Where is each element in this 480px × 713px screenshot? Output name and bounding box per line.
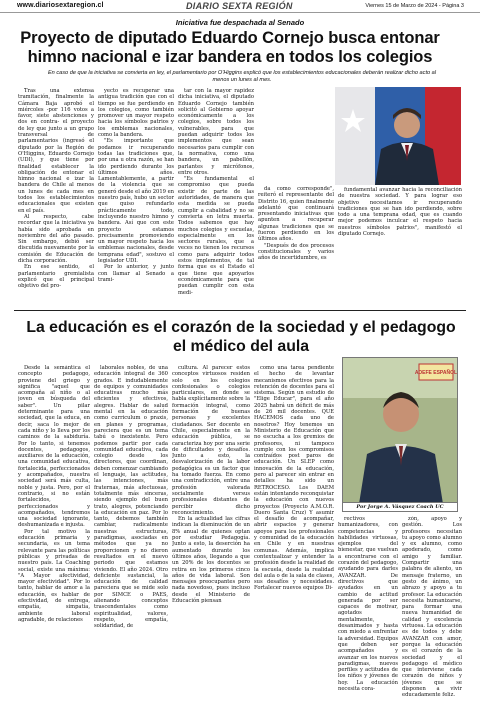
paragraph: rectivos humanizadores, con competencias y habilidades virtuosas, ejemplos del bienestar, que vuelvan a encontrarse con el corazón del pedagogo, ayudando para darles AVANZAR. De directivos que ayudados en un cambio de actitud generada por ser capaces de motivar, agotados mentalmente, desanimados y hasta con miedo a enfrentar la adversidad. Equipos que deben ser acompañados y avanzar en los nuevos paradigmas, nuevos perfiles y actitudes de los niños y jóvenes de hoy. La educación necesita cora- xyxy=(338,516,398,693)
author-photo xyxy=(342,357,458,503)
diputado-photo xyxy=(335,87,461,185)
paragraph: cultura. Al parecer estos conceptos virtuosos residen solo en los colegios confesionales o colegios particulares, en donde se habla explícitamente sobre la formación integral, como formación de buenas personas y excelentes ciudadanos. Ser docente en Chile, especialmente en la educación pública, se caracteriza hoy por una serie de dificultades y desafíos. Junto a esto, la desvalorización de la labor pedagógica es un factor que ha tomado fuerza. En como una contradicción, entre una profesión valorada socialmente versus profesionales distantes de percibir dicho reconocimiento. xyxy=(172,365,250,516)
paragraph: laborales nobles, de una educación integral de 360 grados. E indudablemente de equipos y comunidades educativas mucho más eficientes y efectivos, alegres. Hablar de salud mental en la educación como curriculum o praxis, en planes y programas, pareciera que es un tema tabú o inexistente. Pero podemos partir por cada comunidad educativa, cada colegio desde los directores, que coordinan, deben comenzar cambiando el lenguaje, las actitudes, las intenciones, más fraternas, más afectuosas, totalmente más sinceras, siendo ejemplo del buen trato, alegres, potenciando la educación en paz. Por lo tanto, debemos también cambiar, radicalmente nuestras estructuras, paradigmas, asociadas en métodos que ya no proporcionen y no dieron resultados en el nuevo periodo que estamos viviendo. El año 2024. Otro deficiente sustancial, la educación de calidad pareciera que se mide solo por SIMCE o PAES, alienando conceptos trascendentales como espiritualidad, valores, respeto, empatía, solidaridad, de xyxy=(94,365,168,630)
paragraph: da como corresponde", reiteró el representante del Distrito 16, quien finalmente adelantó que continuará presentando iniciativas que apunten a recuperar algunas tradiciones que se fueron perdiendo en los últimos años. xyxy=(258,186,334,243)
paragraph: tar con la mayor rapidez dicha iniciativa, el diputado Eduardo Cornejo también solicitó al Gobierno apoyar económicamente a los colegios, sobre todos los vulnerables, para que puedan adquirir todos los implementos que sean necesarios para cumplir con la normativa, como una bandera, un pabellón, parlantes y micrófonos, entre otros. xyxy=(178,88,254,176)
paragraph: zón, apoyo y gestión. Los profesores necesitan tu apoyo como alumno y ex alumno, como apoderado, como amigo y familiar. Compartir una palabra de aliento, un mensaje fraterno, un gesto de ánimo, un abrazo y apoyo a tu profesor. La educación necesita humanizarse, para formar una nueva humanidad de calidad y excelencia virtuosa. La educación es de todos y debe AVANZAR con amor, porque la educación es el corazón de la sociedad y el pedagogo el médico que interviene cada corazón de niños y jóvenes que se disponen a vivir educadamente feliz. xyxy=(402,516,462,699)
paragraph: Por lo anterior, y junto con llamar al Senado a trami- xyxy=(98,264,174,283)
paragraph: Tras una extensa tramitación, finalmente la Cámara Baja aprobó el miércoles -por 116 votos a favor, siete abstenciones y dos en contra- el proyecto de ley que junto a un grupo transversal de parlamentarios (ingresó el diputado por la Región de O'Higgins, Eduardo Cornejo (UDI), y que tiene por finalidad establecer la obligación de entonar el himno nacional e izar la bandera de Chile al menos un lunes de cada mes en todos los establecimientos educacionales que existen en el país. xyxy=(18,88,94,214)
paragraph: "Es importante que podamos ir recuperando todas las tradiciones que, por una u otra razón, se han ido perdiendo durante los últimos años. Lamentablemente, a partir de la violencia que se generó desde el año 2019 en nuestro país, hubo un sector que quiso refundarlo prácticamente todo, incluyendo nuestro himno y bandera. Así que con este proyecto estamos precisamente promoviendo un mayor respeto hacia los emblemas nacionales, desde temprana edad", sostuvo el legislador UDI. xyxy=(98,138,174,265)
paragraph: como una tarea pendiente el hecho de levantar mecanismos efectivos para la retención de docentes para el sistema. Según un estudio de "Elige Educar", para el año 2025 habrá un déficit de más de 26 mil docentes. QUE HACEMOS cada uno de nosotros? Hoy tenemos un Ministerio de Educación que no escucha a los gremios de profesores, ni tampoco cumple con los compromisos contraídos post paros de educación. Un SLEP como innovación de la educación, pero al parecer sin entrar en detalles ha sido un RETROCESO. Los DAEM están intentando reconquistar la educación con nuevos proyectos (Proyecto A.M.O.R. Duero Santa Cruz) Y asumir el desafío de acompañar, abrir espacios y generar apoyos para los profesionales y comunidad de la educación en Chile y en nuestras comunas. Además, implica contextualizar y entender la profesión desde la realidad de la escuela, desde la realidad del aula o de la sala de clases, sus desafíos y necesidades. Fortalecer nuevos equipos Di- xyxy=(254,365,334,592)
paragraph: fundamental avanzar hacia la reconciliación de nuestra sociedad. Y para lograr eso objetivo necesitamos ir recuperando tradiciones que se han ido perdiendo, sobre todo a una temprana edad, que es cuando mejor podemos inculcar el respeto hacia nuestros símbolos patrios", manifestó el diputado Cornejo. xyxy=(338,187,462,238)
section-divider xyxy=(14,310,466,311)
author-caption: Por Jorge A. Vásquez Coach UC xyxy=(342,503,458,512)
paragraph: Desde la semántica el concepto pedagogo, proviene del griego y significa "aquel que acompaña al niño o al joven en búsqueda del saber". Un pilar determinante para una sociedad, que la educa, en decir, saca lo mejor de cada niño y lo lleva por los caminos de la sabiduría. Por lo tanto, si tenemos docentes, pedagogos, auxiliares de la educación, una comunidad educativa, fortalecida, perfeccionados y acompañados, nuestra sociedad será más culta, noble y justa. Pero, por el contrario, si no están fortalecidos, perfeccionados y acompañados, tendremos una sociedad ignorante, deshumanizada e injusta. xyxy=(18,365,90,529)
article-column-1 xyxy=(18,88,94,306)
opinion-column-5 xyxy=(338,516,398,706)
article-headline: Proyecto de diputado Eduardo Cornejo busca entonar himno nacional e izar bandera en todos los colegios xyxy=(20,29,440,66)
paragraph: En la actualidad las cifras indican la disminución de un 8% anual de quienes optan por estudiar Pedagogía. Junto a esto, la deserción ha aumentado durante los últimos años, llegando a que un 20% de los docentes se retira en los primeros cinco años de vida laboral. Son mensajes preocupantes pero nada novedoso, pues incluso desde el Ministerio de Educación piensan xyxy=(172,516,250,604)
paragraph: Al respecto, cabe recordar que la iniciativa ya había sido aprobada en noviembre del año pasado. Sin embargo, debió ser discutida nuevamente por la comisión de Educación de dicha corporación. xyxy=(18,213,94,265)
article-column-2 xyxy=(98,88,174,306)
paragraph: yecto es recuperar una antigua tradición que con el tiempo se fue perdiendo en los colegios, como también promover un mayor respeto hacia los símbolos patrios y los emblemas nacionales, como la bandera. xyxy=(98,88,174,139)
date-page: Viernes 15 de Marzo de 2024 - Página 3 xyxy=(365,3,464,9)
article-column-3 xyxy=(178,88,254,306)
opinion-column-3 xyxy=(172,365,250,705)
site-url[interactable]: www.diariosextaregion.cl xyxy=(17,2,104,9)
paragraph: En ese sentido, el parlamentario gremialista explicó que el principal objetivo del pro- xyxy=(18,264,94,290)
opinion-column-1 xyxy=(18,365,90,705)
opinion-column-6 xyxy=(402,516,462,706)
opinion-headline: La educación es el corazón de la sociedad y el pedagogo el médico del aula xyxy=(26,319,456,355)
paragraph: "Es fundamental el compromiso que pueda existir de parte de las autoridades, de manera que esta medida se pueda cumplir a cabalidad y no se convierta en letra muerta. Todos sabemos que hay muchos colegios y escuelas, especialmente en los sectores rurales, que a veces no tienen los recursos como para adquirir todos estos implementos, de tal forma que es el Estado el que tiene que apoyarlos económicamente para que puedan cumplir con esta medi- xyxy=(178,176,254,296)
opinion-column-2 xyxy=(94,365,168,705)
logo-text: ADEFE ESPAÑOL xyxy=(414,370,458,376)
article-kicker: Iniciativa fue despachada al Senado xyxy=(175,18,305,27)
paragraph: "Después de dos procesos constitucionales y varios años de incertidumbre, es xyxy=(258,242,334,262)
article-column-5 xyxy=(338,187,462,306)
page-header xyxy=(0,0,480,13)
article-column-4 xyxy=(258,88,334,306)
paragraph: Por tal motivo la educación primaria y secundaria, es un tema relevante para las políticas públicas y privadas de nuestro país. La Coaching social, existe una máxima: "A Mayor afectividad, mayor efectividad". Por lo tanto, hablar de amor a la educación, es hablar de efectividad, de entrega, empatía, simpatía, ambiente laboral agradable, de relaciones xyxy=(18,528,90,623)
opinion-column-4 xyxy=(254,365,334,705)
article-lead: En caso de que la iniciativa se convierta en ley, el parlamentario por O'Higgins explicó que los establecimientos educacionales deberán realizar dicho acto al menos un lunes al mes. xyxy=(47,70,437,83)
newspaper-name: DIARIO SEXTA REGIÓN xyxy=(186,1,293,11)
